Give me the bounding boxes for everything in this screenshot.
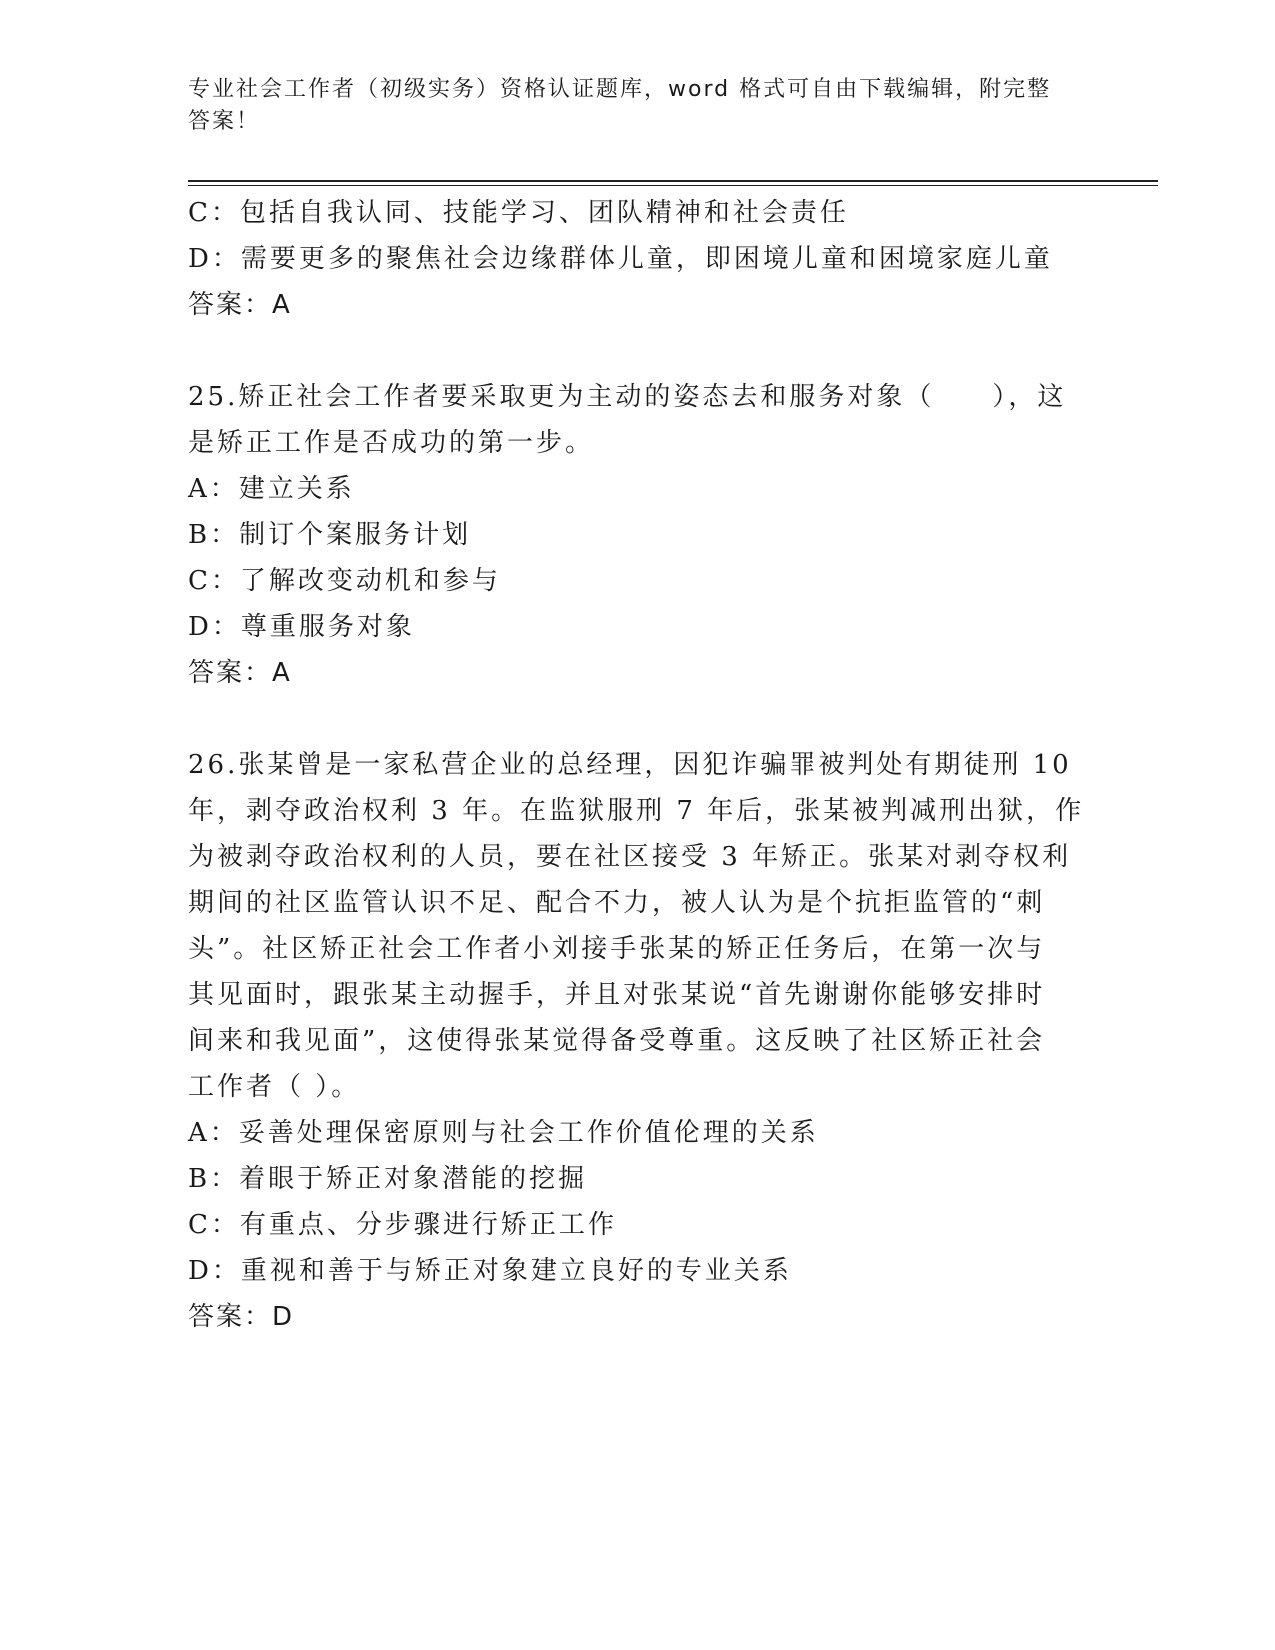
option-b: B：着眼于矫正对象潜能的挖掘 (188, 1164, 588, 1194)
option-c: C：包括自我认同、技能学习、团队精神和社会责任 (188, 198, 849, 228)
header-line-2: 答案！ (188, 109, 261, 134)
answer-label: 答案：D (188, 1302, 295, 1332)
option-a: A：妥善处理保密原则与社会工作价值伦理的关系 (188, 1118, 819, 1148)
header-rule-thick (188, 180, 1158, 182)
question-text-line: 工作者（ ）。 (188, 1072, 361, 1102)
question-text-line: 26.张某曾是一家私营企业的总经理，因犯诈骗罪被判处有期徒刑 10 (188, 750, 1072, 780)
header-rule-thin (188, 185, 1158, 186)
question-text-line: 是矫正工作是否成功的第一步。 (188, 428, 595, 458)
question-text-line: 期间的社区监管认识不足、配合不力，被人认为是个抗拒监管的“刺 (188, 888, 1046, 918)
spacer (188, 696, 1068, 742)
header-line-1: 专业社会工作者（初级实务）资格认证题库，word 格式可自由下载编辑，附完整 (188, 77, 1052, 102)
previous-question-tail (188, 190, 1068, 328)
page-content (188, 190, 1085, 1340)
option-c: C：有重点、分步骤进行矫正工作 (188, 1210, 617, 1240)
answer-label: 答案：A (188, 658, 292, 688)
answer-label: 答案：A (188, 290, 292, 320)
spacer (188, 328, 1068, 374)
option-d: D：需要更多的聚焦社会边缘群体儿童，即困境儿童和困境家庭儿童 (188, 244, 1053, 274)
question-text-line: 为被剥夺政治权利的人员，要在社区接受 3 年矫正。张某对剥夺权利 (188, 842, 1072, 872)
option-c: C：了解改变动机和参与 (188, 566, 501, 596)
question-text-line: 年，剥夺政治权利 3 年。在监狱服刑 7 年后，张某被判减刑出狱，作 (188, 796, 1085, 826)
question-text-line: 间来和我见面”，这使得张某觉得备受尊重。这反映了社区矫正社会 (188, 1026, 1046, 1056)
question-text-line: 头”。社区矫正社会工作者小刘接手张某的矫正任务后，在第一次与 (188, 934, 1046, 964)
question-26 (188, 742, 1085, 1340)
option-d: D：尊重服务对象 (188, 612, 415, 642)
page-header (188, 74, 1088, 138)
question-25 (188, 374, 1068, 696)
option-a: A：建立关系 (188, 474, 355, 504)
option-d: D：重视和善于与矫正对象建立良好的专业关系 (188, 1256, 792, 1286)
question-text-line: 其见面时，跟张某主动握手，并且对张某说“首先谢谢你能够安排时 (188, 980, 1046, 1010)
question-text-line: 25.矫正社会工作者要采取更为主动的姿态去和服务对象（ ），这 (188, 382, 1067, 412)
option-b: B：制订个案服务计划 (188, 520, 472, 550)
